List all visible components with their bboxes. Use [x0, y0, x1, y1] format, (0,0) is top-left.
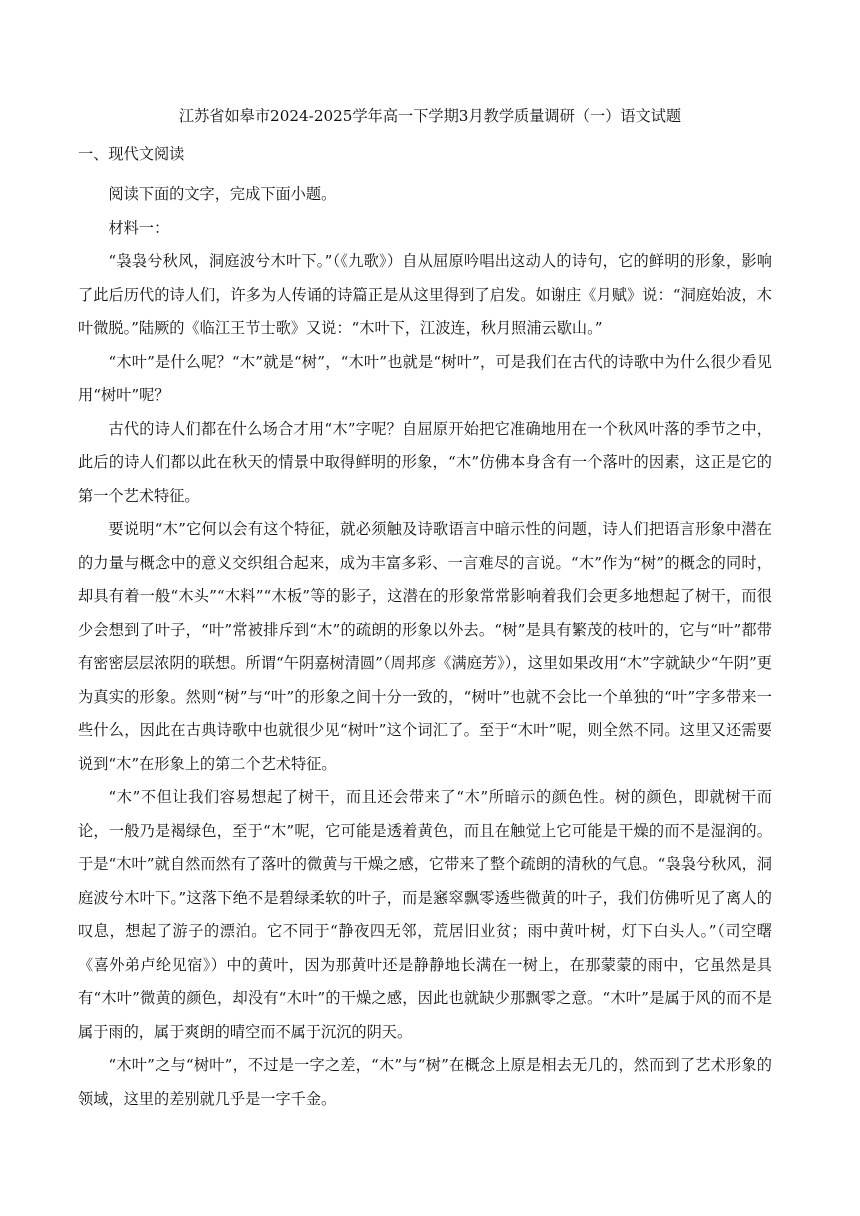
paragraph-2: “木叶”是什么呢？“木”就是“树”，“木叶”也就是“树叶”，可是我们在古代的诗歌中为什么很少看见用“树叶”呢？ [78, 352, 772, 404]
reading-passage [78, 178, 772, 1116]
paragraph-6: “木叶”之与“树叶”，不过是一字之差，“木”与“树”在概念上原是相去无几的，然而到了艺术形象的领域，这里的差别就几乎是一字千金。 [78, 1056, 772, 1108]
instruction-text: 阅读下面的文字，完成下面小题。 [108, 185, 337, 203]
section-heading: 一、现代文阅读 [78, 145, 185, 163]
paragraph-1: “袅袅兮秋风，洞庭波兮木叶下。”（《九歌》）自从屈原吟唱出这动人的诗句，它的鲜明的形象，影响了此后历代的诗人们，许多为人传诵的诗篇正是从这里得到了启发。如谢庄《月赋》说：“洞庭始波，木叶微脱。”陆厥的《临江王节士歌》又说：“木叶下，江波连，秋月照浦云歇山。” [78, 252, 772, 337]
paragraph-4: 要说明“木”它何以会有这个特征，就必须触及诗歌语言中暗示性的问题，诗人们把语言形象中潜在的力量与概念中的意义交织组合起来，成为丰富多彩、一言难尽的言说。“木”作为“树”的概念的同时，却具有着一般“木头”“木料”“木板”等的影子，这潜在的形象常常影响着我们会更多地想起了树干，而很少会想到了叶子，“叶”常被排斥到“木”的疏朗的形象以外去。“树”是具有繁茂的枝叶的，它与“叶”都带有密密层层浓阴的联想。所谓“午阴嘉树清圆”（周邦彦《满庭芳》），这里如果改用“木”字就缺少“午阴”更为真实的形象。然则“树”与“叶”的形象之间十分一致的，“树叶”也就不会比一个单独的“叶”字多带来一些什么，因此在古典诗歌中也就很少见“树叶”这个词汇了。至于“木叶”呢，则全然不同。这里又还需要说到“木”在形象上的第二个艺术特征。 [78, 520, 772, 773]
material-label: 材料一： [108, 218, 170, 237]
paragraph-5: “木”不但让我们容易想起了树干，而且还会带来了“木”所暗示的颜色性。树的颜色，即就树干而论，一般乃是褐绿色，至于“木”呢，它可能是透着黄色，而且在触觉上它可能是干燥的而不是湿润的。于是“木叶”就自然而然有了落叶的微黄与干燥之感，它带来了整个疏朗的清秋的气息。“袅袅兮秋风，洞庭波兮木叶下。”这落下绝不是碧绿柔软的叶子，而是窸窣飘零透些微黄的叶子，我们仿佛听见了离人的叹息，想起了游子的漂泊。它不同于“静夜四无邻，荒居旧业贫；雨中黄叶树，灯下白头人。”（司空曙《喜外弟卢纶见宿》）中的黄叶，因为那黄叶还是静静地长满在一树上，在那蒙蒙的雨中，它虽然是具有“木叶”微黄的颜色，却没有“木叶”的干燥之感，因此也就缺少那飘零之意。“木叶”是属于风的而不是属于雨的，属于爽朗的晴空而不属于沉沉的阴天。 [78, 788, 772, 1041]
document-title: 江苏省如皋市2024-2025学年高一下学期3月教学质量调研（一）语文试题 [178, 107, 682, 125]
paragraph-3: 古代的诗人们都在什么场合才用“木”字呢？自屈原开始把它准确地用在一个秋风叶落的季节之中，此后的诗人们都以此在秋天的情景中取得鲜明的形象，“木”仿佛本身含有一个落叶的因素，这正是它的第一个艺术特征。 [78, 419, 772, 505]
